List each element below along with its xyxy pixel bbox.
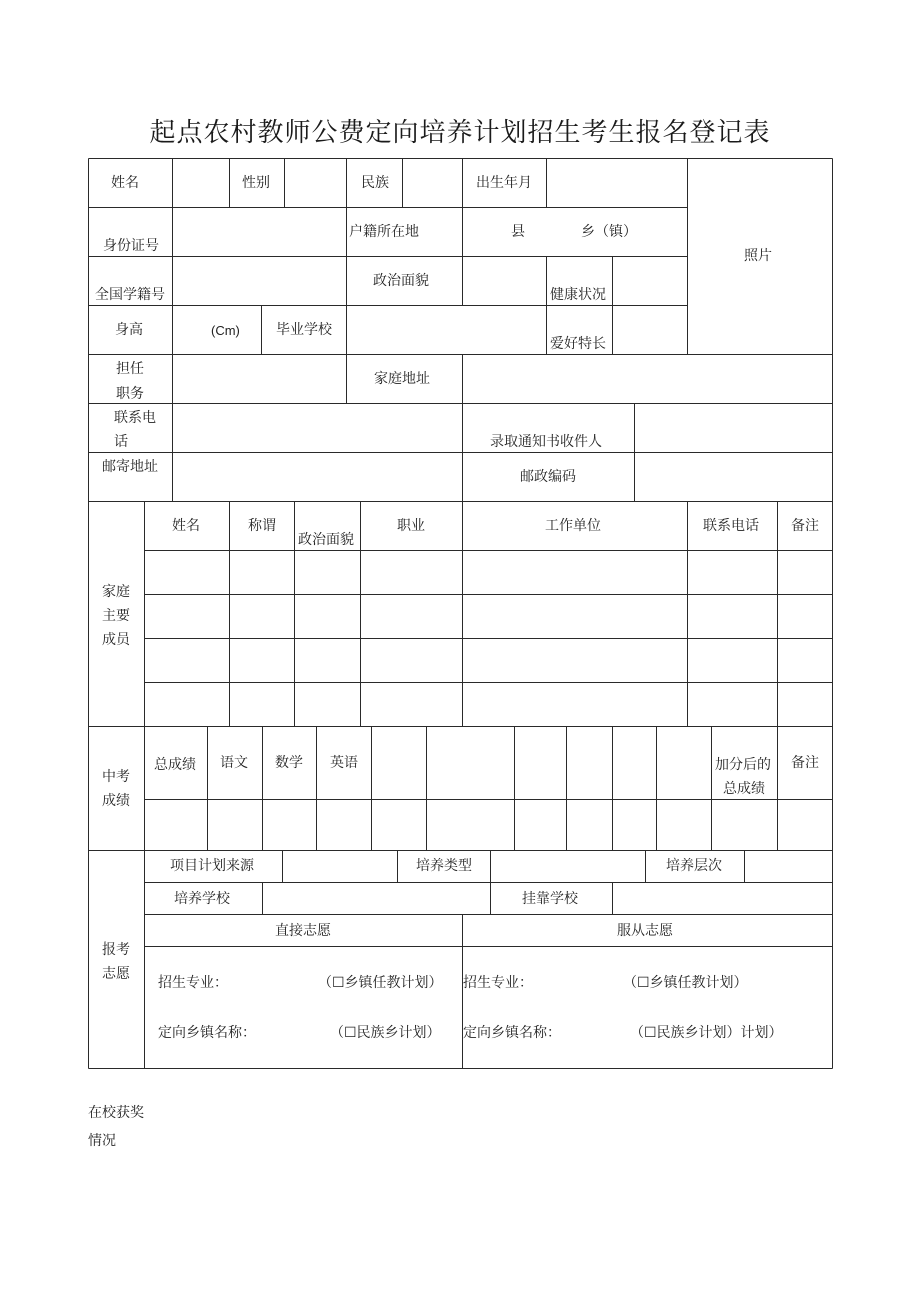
label-health: 健康状况 — [550, 287, 606, 303]
label-training-level: 培养层次 — [666, 858, 722, 874]
score-header-bonus-line2: 总成绩 — [723, 781, 765, 797]
label-position-line1: 担任 — [116, 361, 144, 377]
label-affiliated-school: 挂靠学校 — [522, 891, 578, 907]
mail-address-field[interactable] — [173, 453, 462, 501]
household-township: 乡（镇） — [581, 224, 637, 240]
birth-field[interactable] — [547, 159, 687, 207]
family-header-workplace: 工作单位 — [545, 518, 601, 534]
family-row[interactable] — [145, 683, 832, 726]
student-id-field[interactable] — [173, 257, 346, 305]
family-side-label — [88, 580, 144, 652]
label-major-obey: 招生专业： — [463, 975, 533, 991]
label-training-school: 培养学校 — [174, 891, 230, 907]
health-field[interactable] — [613, 257, 687, 305]
label-name: 姓名 — [111, 175, 139, 191]
family-row[interactable] — [145, 639, 832, 682]
household-county: 县 — [511, 224, 525, 240]
notice-recipient-field[interactable] — [635, 404, 832, 452]
phone-field[interactable] — [173, 404, 462, 452]
label-household: 户籍所在地 — [349, 224, 419, 240]
scores-side-label — [88, 765, 144, 813]
label-graduate-school: 毕业学校 — [276, 322, 332, 338]
application-side-line2: 志愿 — [102, 966, 130, 982]
family-row[interactable] — [145, 595, 832, 638]
hobby-field[interactable] — [613, 306, 687, 354]
label-mail-address: 邮寄地址 — [102, 459, 158, 475]
application-side-line1: 报考 — [102, 942, 130, 958]
obey-choice-header: 服从志愿 — [617, 923, 673, 939]
training-type-field[interactable] — [491, 851, 645, 882]
label-political: 政治面貌 — [373, 273, 429, 289]
label-phone-line2: 话 — [114, 434, 128, 450]
label-height: 身高 — [115, 322, 143, 338]
label-birth: 出生年月 — [476, 175, 532, 191]
family-header-name: 姓名 — [172, 518, 200, 534]
label-town-direct: 定向乡镇名称： — [158, 1025, 256, 1041]
label-gender: 性别 — [242, 175, 270, 191]
direct-choice-header: 直接志愿 — [275, 923, 331, 939]
training-school-field[interactable] — [263, 883, 490, 914]
training-level-field[interactable] — [745, 851, 832, 882]
scores-side-line2: 成绩 — [102, 793, 130, 809]
label-student-id: 全国学籍号 — [95, 287, 165, 303]
family-side-line1: 家庭 — [102, 584, 130, 600]
family-header-political: 政治面貌 — [298, 532, 354, 548]
ethnic-plan-checkbox-obey[interactable]: （☐民族乡计划）计划） — [630, 1025, 783, 1041]
home-address-field[interactable] — [463, 355, 832, 403]
label-position-line2: 职务 — [116, 386, 144, 402]
height-unit: (Cm) — [211, 323, 240, 338]
label-major-direct: 招生专业： — [158, 975, 228, 991]
name-field[interactable] — [173, 159, 229, 207]
gender-field[interactable] — [285, 159, 346, 207]
awards-label-line1: 在校获奖 — [88, 1105, 144, 1121]
political-field[interactable] — [463, 257, 546, 305]
label-home-address: 家庭地址 — [374, 371, 430, 387]
application-side-label — [88, 938, 144, 986]
score-header-math: 数学 — [275, 755, 303, 771]
family-side-line2: 主要 — [102, 608, 130, 624]
label-phone-line1: 联系电 — [114, 410, 156, 426]
ethnicity-field[interactable] — [403, 159, 462, 207]
score-row[interactable] — [145, 800, 832, 850]
family-header-occupation: 职业 — [397, 518, 425, 534]
score-header-remark: 备注 — [791, 755, 819, 771]
family-header-relation: 称谓 — [248, 518, 276, 534]
family-row[interactable] — [145, 551, 832, 594]
label-notice-recipient: 录取通知书收件人 — [490, 434, 602, 450]
photo-box[interactable]: 照片 — [744, 248, 772, 264]
label-postcode: 邮政编码 — [520, 469, 576, 485]
plan-source-field[interactable] — [283, 851, 397, 882]
rural-plan-checkbox-direct[interactable]: （☐乡镇任教计划） — [318, 975, 443, 991]
score-header-chinese: 语文 — [220, 755, 248, 771]
id-number-field[interactable] — [173, 208, 346, 256]
ethnic-plan-checkbox-direct[interactable]: （☐民族乡计划） — [330, 1025, 441, 1041]
form-title: 起点农村教师公费定向培养计划招生考生报名登记表 — [149, 118, 771, 148]
graduate-school-field[interactable] — [347, 306, 546, 354]
rural-plan-checkbox-obey[interactable]: （☐乡镇任教计划） — [623, 975, 748, 991]
family-header-phone: 联系电话 — [703, 518, 759, 534]
score-header-bonus-line1: 加分后的 — [715, 757, 771, 773]
label-training-type: 培养类型 — [416, 858, 472, 874]
family-side-line3: 成员 — [102, 632, 130, 648]
label-id-number: 身份证号 — [103, 238, 159, 254]
label-hobby: 爱好特长 — [550, 336, 606, 352]
score-header-english: 英语 — [330, 755, 358, 771]
label-town-obey: 定向乡镇名称： — [463, 1025, 561, 1041]
position-field[interactable] — [173, 355, 346, 403]
affiliated-school-field[interactable] — [613, 883, 832, 914]
label-ethnicity: 民族 — [361, 175, 389, 191]
postcode-field[interactable] — [635, 453, 832, 501]
family-header-remark: 备注 — [791, 518, 819, 534]
score-header-total: 总成绩 — [154, 757, 196, 773]
scores-side-line1: 中考 — [102, 769, 130, 785]
label-plan-source: 项目计划来源 — [170, 858, 254, 874]
awards-label-line2: 情况 — [88, 1133, 116, 1149]
